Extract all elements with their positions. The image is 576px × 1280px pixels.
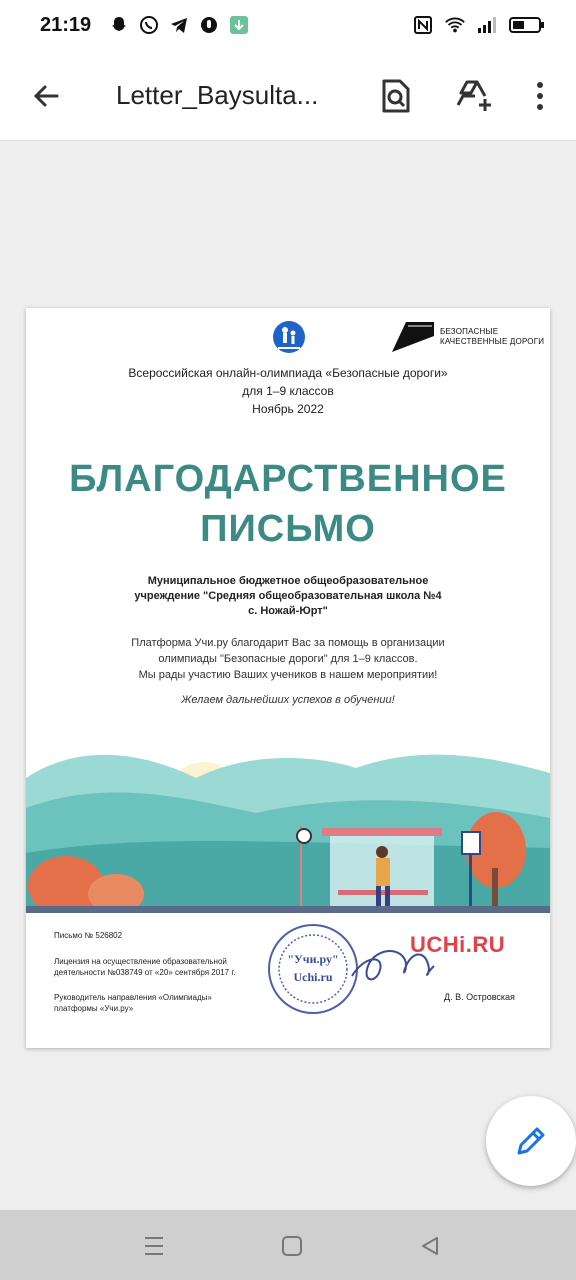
olympiad-date: Ноябрь 2022 [252, 402, 324, 416]
telegram-icon [168, 14, 190, 36]
road-logo-icon [392, 322, 434, 352]
app-bar [0, 52, 576, 141]
certificate-title: ПИСЬМО [200, 508, 376, 550]
whatsapp-icon [138, 14, 160, 36]
olympiad-grades: для 1–9 классов [242, 384, 334, 398]
head-title: Руководитель направления «Олимпиады» [54, 993, 212, 1002]
head-title: платформы «Учи.ру» [54, 1004, 134, 1013]
school-name: Муниципальное бюджетное общеобразовательное [147, 575, 429, 587]
recents-icon [142, 1235, 166, 1257]
navigation-bar [0, 1210, 576, 1280]
partner-logo-line: БЕЗОПАСНЫЕ [440, 327, 499, 336]
nfc-icon [412, 14, 434, 36]
license-text: Лицензия на осуществление образовательной [54, 957, 227, 966]
uchi-ru-logo: UCHi.RU [410, 932, 506, 957]
back-icon [419, 1235, 441, 1257]
edit-pencil-icon [514, 1124, 548, 1158]
more-vert-icon [536, 81, 544, 111]
partner-logo-line: КАЧЕСТВЕННЫЕ ДОРОГИ [440, 337, 545, 346]
body-text: Мы рады участию Ваших учеников в нашем мероприятии! [138, 669, 438, 681]
olympiad-name: Всероссийская онлайн-олимпиада «Безопасные дороги» [128, 366, 448, 380]
home-icon [281, 1235, 303, 1257]
school-name: с. Ножай-Юрт" [248, 605, 328, 617]
recents-button[interactable] [138, 1230, 170, 1262]
body-text: Платформа Учи.ру благодарит Вас за помощь в организации [131, 637, 445, 649]
back-button[interactable] [24, 74, 68, 118]
document-search-icon [380, 79, 412, 113]
signal-icon [476, 14, 498, 36]
olympiad-logo-icon [272, 320, 306, 354]
microphone-icon [198, 14, 220, 36]
letter-number: Письмо № 526802 [54, 931, 123, 940]
license-text: деятельности №038749 от «20» сентября 2017 г. [54, 968, 236, 977]
body-text: олимпиады "Безопасные дороги" для 1–9 классов. [158, 653, 418, 665]
back-arrow-icon [31, 81, 61, 111]
find-in-document-button[interactable] [374, 74, 418, 118]
battery-icon [508, 14, 546, 36]
status-time: 21:19 [40, 14, 92, 36]
system-icons [412, 14, 546, 36]
signer-name: Д. В. Островская [444, 992, 515, 1002]
notification-icons [108, 14, 250, 36]
seal-text: Uchi.ru [293, 970, 333, 984]
snapchat-icon [108, 14, 130, 36]
add-to-drive-button[interactable] [452, 74, 496, 118]
more-options-button[interactable] [518, 74, 562, 118]
bus-stop-illustration [26, 738, 550, 913]
wifi-icon [444, 14, 466, 36]
document-page[interactable] [26, 308, 550, 1048]
status-bar [0, 0, 576, 52]
partner-logo [392, 322, 544, 352]
drive-add-icon [455, 79, 493, 113]
certificate-title: БЛАГОДАРСТВЕННОЕ [69, 458, 507, 500]
edit-button[interactable] [486, 1096, 576, 1186]
school-name: учреждение "Средняя общеобразовательная школа №4 [134, 590, 442, 602]
download-icon [228, 14, 250, 36]
wish-text: Желаем дальнейших успехов в обучении! [181, 694, 395, 706]
back-nav-button[interactable] [414, 1230, 446, 1262]
home-button[interactable] [276, 1230, 308, 1262]
seal-text: "Учи.ру" [287, 952, 339, 966]
document-title: Letter_Baysulta... [116, 80, 319, 110]
